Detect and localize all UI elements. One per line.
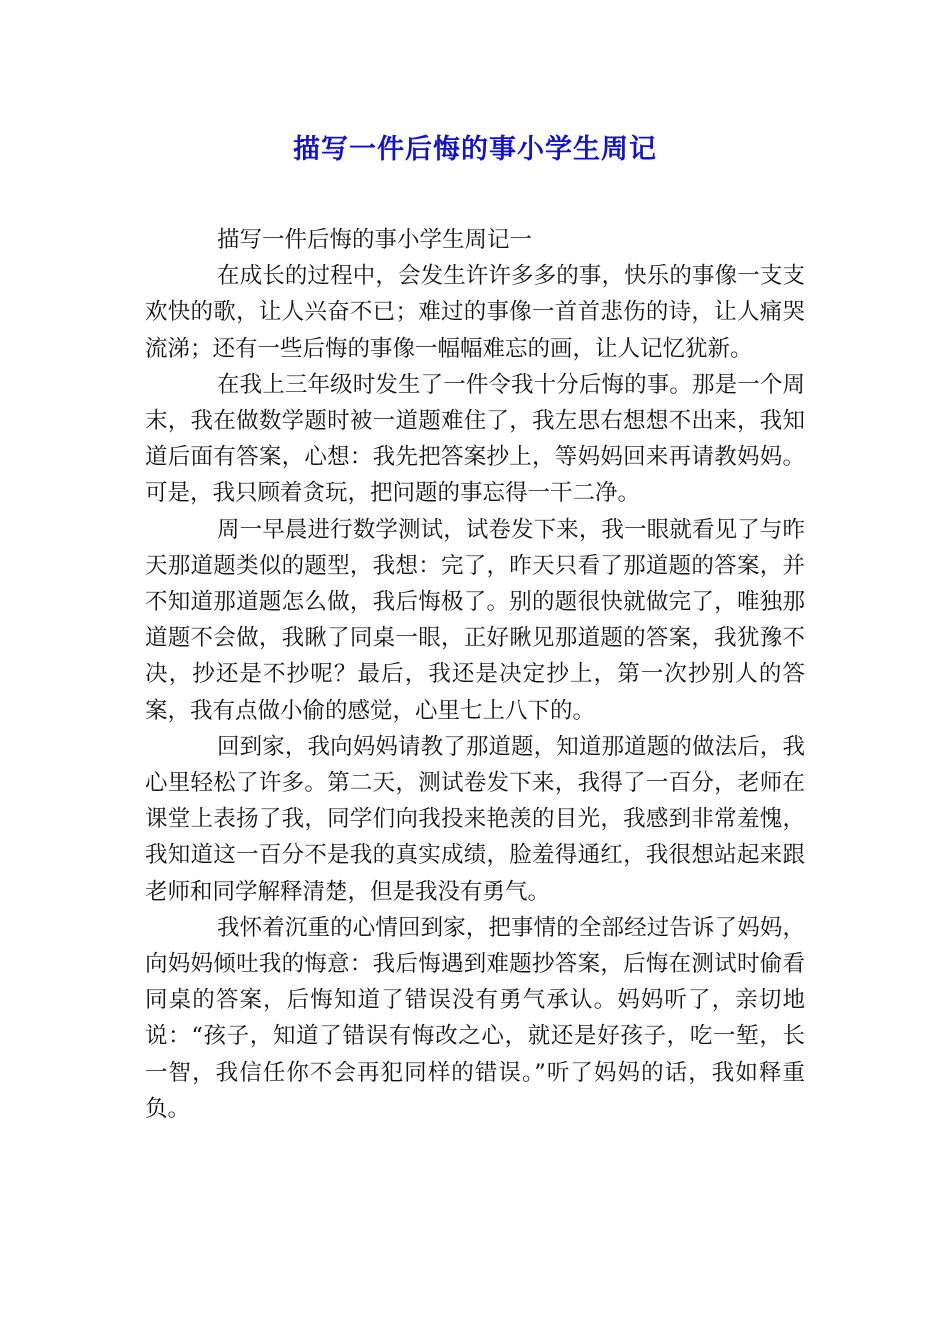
- document-subtitle: 描写一件后悔的事小学生周记一: [217, 227, 533, 253]
- paragraph: 在成长的过程中，会发生许许多多的事，快乐的事像一支支欢快的歌，让人兴奋不已；难过的事像一首首悲伤的诗，让人痛哭流涕；还有一些后悔的事像一幅幅难忘的画，让人记忆犹新。: [145, 263, 805, 362]
- paragraph: 回到家，我向妈妈请教了那道题，知道那道题的做法后，我心里轻松了许多。第二天，测试卷发下来，我得了一百分，老师在课堂上表扬了我，同学们向我投来艳羡的目光，我感到非常羞愧，我知道这一百分不是我的真实成绩，脸羞得通红，我很想站起来跟老师和同学解释清楚，但是我没有勇气。: [145, 733, 805, 905]
- paragraph: 我怀着沉重的心情回到家，把事情的全部经过告诉了妈妈，向妈妈倾吐我的悔意：我后悔遇到难题抄答案，后悔在测试时偷看同桌的答案，后悔知道了错误没有勇气承认。妈妈听了，亲切地说：“孩子，知道了错误有悔改之心，就还是好孩子，吃一堑，长一智，我信任你不会再犯同样的错误。”听了妈妈的话，我如释重负。: [145, 914, 805, 1122]
- paragraph: 周一早晨进行数学测试，试卷发下来，我一眼就看见了与昨天那道题类似的题型，我想：完了，昨天只看了那道题的答案，并不知道那道题怎么做，我后悔极了。别的题很快就做完了，唯独那道题不会做，我瞅了同桌一眼，正好瞅见那道题的答案，我犹豫不决，抄还是不抄呢？最后，我还是决定抄上，第一次抄别人的答案，我有点做小偷的感觉，心里七上八下的。: [145, 516, 805, 724]
- document-body: [145, 222, 805, 1127]
- document-title: 描写一件后悔的事小学生周记: [293, 134, 657, 165]
- paragraph: 在我上三年级时发生了一件令我十分后悔的事。那是一个周末，我在做数学题时被一道题难住了，我左思右想想不出来，我知道后面有答案，心想：我先把答案抄上，等妈妈回来再请教妈妈。可是，我只顾着贪玩，把问题的事忘得一干二净。: [145, 371, 805, 507]
